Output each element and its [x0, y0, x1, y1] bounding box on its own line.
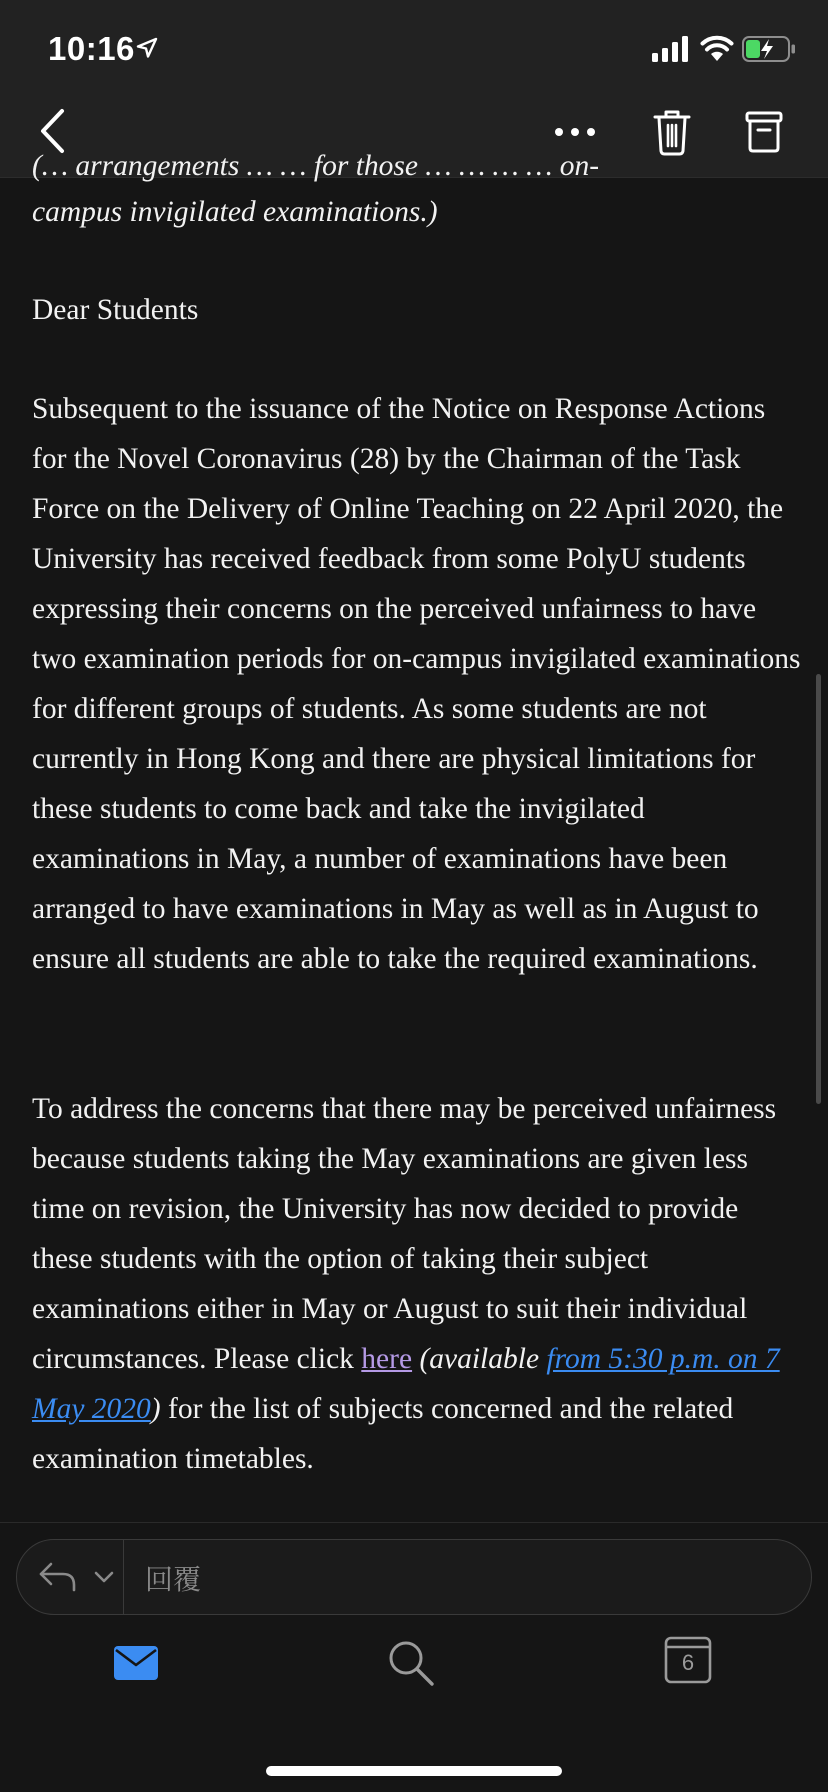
reply-placeholder[interactable]: 回覆	[145, 1563, 202, 1596]
paragraph-text: To address the concerns that there may be perceived unfairness because students taking the May examinations are given less time on revision, the University has now decided to provide these students with the option of taking their subject examinations either in May or August to suit their individual circumstances. Please click	[32, 1093, 777, 1375]
paragraph-text: for the list of subjects concerned and the related examination timetables.	[32, 1393, 734, 1475]
reply-divider	[123, 1540, 124, 1614]
chevron-down-icon[interactable]	[93, 1568, 115, 1586]
email-cut-line: (… arrangements … … for those … … … … on-	[32, 150, 600, 182]
scroll-indicator[interactable]	[816, 674, 821, 1104]
email-italic-note: campus invigilated examinations.)	[32, 196, 438, 228]
email-greeting: Dear Students	[32, 294, 199, 326]
availability-link[interactable]: from 5:30 p.m. on 7 May 2020	[32, 1343, 780, 1425]
status-bar	[0, 0, 828, 88]
battery-charging-icon	[742, 36, 796, 62]
mail-icon[interactable]	[112, 1644, 160, 1682]
location-arrow-icon	[135, 36, 159, 60]
email-paragraph: Subsequent to the issuance of the Notice on Response Actions for the Novel Coronavirus (28) by the Chairman of the Task Force on the Delivery of Online Teaching on 22 April 2020, the University has received feedback from some PolyU students expressing their concerns on the perceived unfairness to have two examination periods for on-campus invigilated examinations for different groups of students. As some students are not currently in Hong Kong and there are physical limitations for these students to come back and take the invigilated examinations in May, a number of examinations have been arranged to have examinations in May as well as in August to ensure all students are able to take the required examinations.	[32, 393, 801, 975]
paren-close: )	[150, 1393, 161, 1425]
search-icon[interactable]	[386, 1638, 436, 1688]
home-indicator[interactable]	[266, 1766, 562, 1776]
signal-icon	[652, 36, 690, 62]
email-body[interactable]	[0, 150, 828, 1522]
reply-bar	[0, 1522, 828, 1633]
paren-text: (available	[412, 1343, 547, 1375]
reply-icon[interactable]	[37, 1560, 77, 1594]
wifi-icon	[700, 34, 734, 62]
calendar-icon[interactable]	[664, 1636, 712, 1684]
tab-bar	[0, 1632, 828, 1792]
reply-field[interactable]	[16, 1539, 812, 1615]
calendar-day: 6	[681, 1650, 695, 1675]
status-time: 10:16	[48, 30, 135, 67]
email-paragraph	[32, 1084, 802, 1484]
here-link[interactable]: here	[361, 1343, 413, 1375]
